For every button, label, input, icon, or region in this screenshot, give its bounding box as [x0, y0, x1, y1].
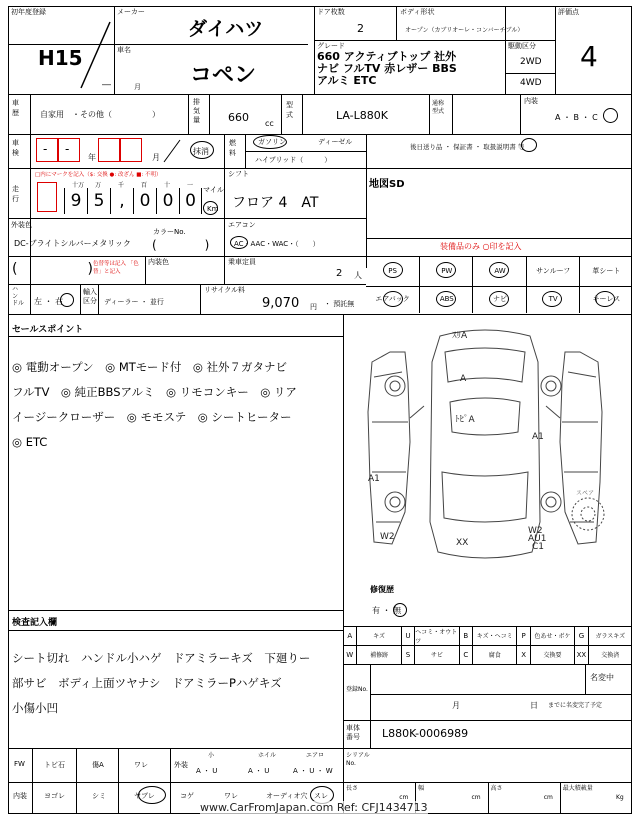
fw-item: 傷A — [92, 761, 104, 769]
dim-label: 最大積載量 — [562, 785, 593, 792]
legend-desc: サビ — [430, 652, 443, 659]
equipment-circle — [489, 291, 509, 307]
legend-code: X — [516, 645, 530, 664]
import-label: 輸入 区分 — [83, 288, 97, 305]
yabure-circle — [138, 786, 166, 804]
inspection-notes-label: 検査記入欄 — [12, 618, 58, 628]
inspection-month-box2 — [120, 138, 142, 162]
sales-points-label: セールスポイント — [12, 325, 84, 335]
exterior-value: DC-ブライトシルバーメタリック — [14, 239, 131, 248]
int-damage-item: コゲ — [180, 792, 194, 800]
history-label: 車 歴 — [12, 99, 19, 117]
displacement-label: 排 気 量 — [193, 98, 200, 124]
manual-circle — [521, 138, 537, 152]
dim-unit: cm — [399, 794, 409, 801]
register-label: 登録No. — [346, 686, 368, 693]
damage-mark: W2 — [528, 526, 543, 536]
inspection-year-suffix: 年 — [88, 153, 96, 162]
model-label: 車名 — [117, 46, 131, 54]
shift-value: フロア 4 AT — [232, 195, 319, 211]
chassis-value: L880K-0006989 — [382, 727, 469, 740]
mileage-marker-box — [37, 182, 57, 212]
bottom-col-divider — [76, 748, 77, 814]
equipment-circle — [383, 262, 403, 278]
handle-label: ハ ン ドル — [12, 286, 25, 307]
repair-value: 有 ・ 無 — [372, 606, 402, 615]
mileage-digit: 0 — [179, 188, 202, 214]
first-reg-month-suffix: 月 — [134, 83, 141, 91]
mileage-unit-label: 千 — [118, 182, 125, 189]
dim-unit: Kg — [616, 794, 624, 801]
legend-desc: キズ — [373, 633, 386, 640]
wheel-values: A ・ U — [248, 767, 270, 775]
capacity-label: 乗車定員 — [228, 258, 256, 266]
wheel-label: ホイル — [258, 752, 277, 759]
equipment-item: キーレス — [579, 285, 633, 313]
legend-desc: キズ・ヘコミ — [476, 633, 513, 640]
int-damage-item: オーディオ穴 — [266, 792, 308, 800]
serial-label: シリアル No. — [346, 752, 370, 767]
handle-right-circle — [60, 293, 74, 307]
recycle-note: ・ 預託無 — [324, 300, 355, 308]
equipment-item: サンルーフ — [526, 256, 580, 286]
legend-desc: 腐食 — [488, 652, 501, 659]
legend-desc: 補修跡 — [370, 652, 389, 659]
aero-values: A ・ U ・ W — [293, 767, 333, 775]
rear-items: 後日送り品 ・ 保証書 ・ 取扱説明書 等 — [410, 143, 525, 151]
ext-values: A ・ U — [196, 767, 218, 775]
model-value: コペン — [190, 63, 257, 88]
inspection-dash1: - — [43, 142, 48, 156]
equipment-item: TV — [526, 285, 580, 313]
fw-item: ワレ — [134, 761, 148, 769]
recycle-unit: 円 — [310, 303, 317, 311]
equipment-grid — [366, 256, 632, 314]
int-item: ヤブレ — [134, 792, 155, 800]
grade-value: 660 アクティブトップ 社外 ナビ フルTV 赤レザー BBS アルミ ETC — [317, 50, 457, 87]
damage-mark: ﾄﾋﾟA — [455, 415, 475, 425]
fw-label: FW — [14, 760, 25, 768]
interior-parens: ( ) — [12, 261, 93, 277]
damage-mark: C1 — [532, 542, 545, 552]
bottom-col-divider — [118, 748, 119, 814]
equipment-item: PW — [419, 256, 473, 286]
drive-4wd: 4WD — [520, 78, 542, 88]
legend-code: B — [459, 626, 473, 645]
sales-points-text: ◎ 電動オープン ◎ MTモード付 ◎ 社外７ガタナビ フルTV ◎ 純正BBSアルミ ◎ リモコンキー ◎ リア イージークローザー ◎ モモステ ◎ シートヒーター ◎ ETC — [12, 360, 297, 449]
interior-color-label: 内装色 — [148, 258, 169, 266]
equipment-item: ナビ — [472, 285, 526, 313]
mileage-unit-label: 十万 — [72, 182, 85, 189]
recycle-label: リサイクル料 — [204, 286, 246, 294]
dim-label: 高さ — [490, 785, 503, 792]
fuel-label: 燃 料 — [229, 139, 236, 157]
legend-desc: 交換済 — [601, 652, 620, 659]
equipment-circle — [436, 291, 456, 307]
type-value: LA-L880K — [336, 109, 388, 122]
repair-none-circle — [393, 603, 407, 617]
score-label: 評価点 — [558, 8, 579, 16]
displacement-value: 660 — [228, 111, 249, 124]
spare-label: スペア — [576, 490, 595, 497]
damage-mark: ｽﾘA — [452, 331, 468, 341]
equipment-item: AW — [472, 256, 526, 286]
history-value: 自家用 ・その他（ ） — [40, 110, 160, 119]
legend-desc: ガラスキズ — [595, 633, 626, 640]
body-label: ボディ形状 — [400, 8, 435, 16]
handle-value: 左 ・ 右 — [34, 297, 64, 306]
mileage-unit-label: 十 — [164, 182, 171, 189]
doors-label: ドア枚数 — [317, 8, 345, 16]
legend-code: XX — [574, 645, 588, 664]
mileage-digit: 5 — [87, 188, 110, 214]
damage-mark: W2 — [380, 532, 395, 542]
aero-label: エアロ — [306, 752, 325, 759]
maker-value: ダイハツ — [188, 18, 264, 40]
color-no-parens: ( ) — [152, 238, 210, 252]
fuel-gasoline: ガソリン — [258, 138, 286, 146]
bottom-col-divider — [170, 748, 171, 814]
ext-small-label: 小 — [208, 752, 215, 759]
damage-legend — [343, 626, 632, 664]
chassis-label: 車体 番号 — [346, 724, 360, 741]
legend-code: S — [401, 645, 415, 664]
watermark: www.CarFromJapan.com Ref: CFJ1434713 — [200, 801, 428, 814]
legend-code: P — [516, 626, 530, 645]
fuel-hybrid: ハイブリッド（ ） — [255, 156, 332, 164]
int-item: ヨゴレ — [44, 792, 65, 800]
equipment-circle — [489, 262, 509, 278]
mileage-digit: , — [110, 188, 133, 214]
equipment-circle — [436, 262, 456, 278]
ext-label: 外装 — [174, 761, 188, 769]
int-damage-item: スレ — [314, 792, 328, 800]
int-label: 内装 — [13, 792, 27, 800]
grade-label: グレード — [317, 42, 345, 50]
legend-code: A — [343, 626, 357, 645]
ac-value: AC・AAC・WAC・（ ） — [234, 240, 320, 248]
equipment-circle — [383, 291, 403, 307]
fuel-gasoline-circle — [253, 135, 287, 149]
legend-code: W — [343, 645, 357, 664]
drive-2wd: 2WD — [520, 57, 542, 67]
interior-grade-label: 内装 — [524, 97, 538, 105]
km-circle — [203, 201, 218, 215]
interior-grade-value: A ・ B ・ C — [555, 113, 598, 122]
interior-grade-c-circle — [603, 108, 618, 123]
mileage-unit-label: 一 — [187, 182, 194, 189]
equipment-item: 革シート — [579, 256, 633, 286]
equipment-item: PS — [388, 267, 397, 275]
name-change: 名変中 — [590, 673, 614, 682]
map-sd: 地図SD — [369, 179, 405, 190]
body-value: オープン（カブリオーレ・コンバーチブル） — [405, 27, 524, 34]
mileage-unit-label: 万 — [95, 182, 102, 189]
mile-label: マイル — [203, 186, 224, 194]
color-change-note: 色替等は記入 「色替」と記入 — [93, 261, 139, 275]
equipment-item: ABS — [419, 285, 473, 313]
mileage-digit: 0 — [156, 188, 179, 214]
displacement-unit: cc — [265, 119, 274, 128]
register-note: までに名変完了予定 — [548, 702, 603, 709]
mileage-unit-label: 百 — [141, 182, 148, 189]
mileage-digit: 0 — [133, 188, 156, 214]
legend-code: C — [459, 645, 473, 664]
maker-label: メーカー — [117, 8, 145, 16]
ac-label: エアコン — [228, 221, 256, 229]
mileage-digit: 9 — [64, 188, 87, 214]
exterior-label: 外装色 — [11, 221, 32, 229]
inspection-dash2: - — [65, 142, 70, 156]
capacity-unit: 人 — [354, 271, 362, 280]
legend-code: U — [401, 626, 415, 645]
legend-desc: 交換要 — [543, 652, 562, 659]
shift-label: シフト — [228, 170, 249, 178]
inspection-notes-text: シート切れ ハンドル小ハゲ ドアミラーキズ 下廻りー 部サビ ボディ上面ツヤナシ ドアミラーPハゲキズ 小傷小凹 — [12, 651, 311, 715]
int-item: シミ — [92, 792, 106, 800]
dim-divider — [560, 782, 561, 814]
register-month: 月 — [452, 701, 460, 710]
mileage-digits — [64, 180, 202, 214]
mileage-label: 走 行 — [12, 185, 19, 203]
inspection-month-box1 — [98, 138, 120, 162]
km-label: Km — [207, 205, 219, 213]
score-value: 4 — [580, 40, 598, 73]
first-reg-year: H15 — [38, 46, 83, 70]
damage-mark: XX — [456, 538, 469, 548]
expired-circle — [190, 141, 214, 159]
doors-value: 2 — [357, 22, 364, 35]
damage-mark: A1 — [368, 474, 380, 484]
damage-marks — [350, 322, 620, 572]
damage-mark: AU1 — [528, 534, 547, 544]
dim-unit: cm — [543, 794, 553, 801]
repair-label: 修復歴 — [370, 585, 394, 594]
register-day: 日 — [530, 701, 538, 710]
damage-mark: A1 — [532, 432, 544, 442]
recycle-value: 9,070 — [262, 296, 300, 311]
bottom-col-divider — [32, 748, 33, 814]
drive-label: 駆動区分 — [508, 42, 536, 50]
ac-circle — [230, 236, 248, 249]
first-reg-month-dash: ― — [102, 80, 111, 90]
fuel-diesel: ディーゼル — [318, 138, 353, 146]
color-no-label: カラーNo. — [153, 228, 186, 236]
dim-divider — [488, 782, 489, 814]
capacity-value: 2 — [336, 268, 343, 279]
inspection-label: 車 検 — [12, 139, 19, 157]
common-type-label: 通称 型式 — [432, 100, 445, 115]
damage-mark: A — [460, 374, 467, 384]
legend-code: G — [574, 626, 588, 645]
import-value: ディーラー ・ 並行 — [104, 298, 164, 306]
dim-unit: cm — [471, 794, 481, 801]
inspection-expired: 抹消 — [193, 147, 209, 156]
int-damage-item: ワレ — [224, 792, 238, 800]
type-label: 型 式 — [286, 101, 293, 119]
legend-desc: 色あせ・ボケ — [534, 633, 571, 640]
fw-item: トビ石 — [44, 761, 65, 769]
first-reg-label: 初年度登録 — [11, 8, 46, 16]
equipment-item: エアバック — [375, 295, 410, 303]
inspection-slash — [160, 138, 184, 164]
inspection-month-suffix: 月 — [152, 153, 160, 162]
dim-label: 幅 — [418, 785, 425, 792]
equipment-note: 装備品のみ ○印を記入 — [440, 242, 522, 251]
dim-label: 長さ — [346, 785, 359, 792]
mileage-note: □内にマークを記入（$: 交換 ●: 改ざん ■: 不明） — [35, 172, 162, 178]
legend-desc: ヘコミ・オウトツ — [415, 628, 458, 645]
